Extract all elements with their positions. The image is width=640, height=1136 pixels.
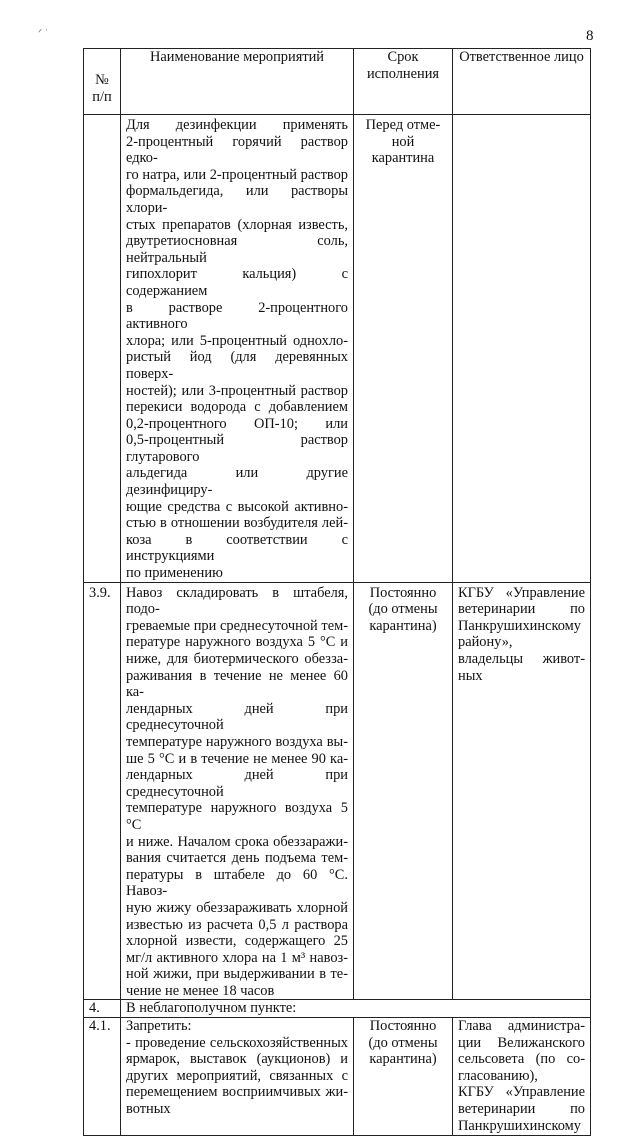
measure-line: и ниже. Началом срока обеззаражи- xyxy=(126,833,348,850)
header-num: № п/п xyxy=(84,49,121,115)
measure-line: альдегида или другие дезинфициру- xyxy=(126,465,348,499)
responsible-cell xyxy=(453,115,591,583)
measure-line: стью в отношении возбудителя лей- xyxy=(126,515,348,532)
measure-line: ристый йод (для деревянных поверх- xyxy=(126,349,348,382)
responsible-line: ветеринарии по xyxy=(458,1101,585,1118)
measure-line: коза в соответствии с инструкциями xyxy=(126,531,348,565)
measure-line: 0,2-процентного ОП-10; или xyxy=(126,415,348,432)
measure-cell xyxy=(121,582,354,1000)
measure-line: по применению xyxy=(126,565,223,582)
measure-line: перекиси водорода с добавлением xyxy=(126,399,348,416)
row-num: 4.1. xyxy=(84,1018,121,1136)
table-row xyxy=(84,582,591,1000)
measure-line: лендарных дней при среднесуточной xyxy=(126,767,348,800)
measure-line: ющие средства с высокой активно- xyxy=(126,498,348,515)
measure-line: чение не менее 18 часов xyxy=(126,982,275,999)
measure-line: - проведение сельскохозяйственных xyxy=(126,1034,348,1051)
measure-line: вотных xyxy=(126,1101,171,1118)
term-cell: Перед отме- ной карантина xyxy=(354,115,453,583)
measure-line: го натра, или 2-процентный раствор xyxy=(126,166,348,183)
measure-line: хлора; или 5-процентный однохло- xyxy=(126,332,348,349)
measure-line: температуре наружного воздуха вы- xyxy=(126,733,348,750)
measure-line: формальдегида, или растворы хлори- xyxy=(126,183,348,216)
header-responsible: Ответственное лицо xyxy=(453,49,591,115)
measure-title: Запретить: xyxy=(126,1018,192,1035)
row-num xyxy=(84,115,121,583)
responsible-line: КГБУ «Управление xyxy=(458,1084,585,1101)
measure-line: ной жижи, при выдерживании в те- xyxy=(126,966,348,983)
table-row xyxy=(84,1000,591,1018)
measure-line: греваемые при среднесуточной тем- xyxy=(126,617,348,634)
measure-line: мг/л активного хлора на 1 м³ навоз- xyxy=(126,949,348,966)
page-number: 8 xyxy=(586,28,594,44)
responsible-line: ветеринарии по xyxy=(458,601,585,618)
measure-line: пературе наружного воздуха 5 °С и xyxy=(126,634,348,651)
responsible-line: владельцы живот- xyxy=(458,651,585,667)
responsible-line: КГБУ «Управление xyxy=(458,584,585,601)
measure-line: лендарных дней при среднесуточной xyxy=(126,700,348,734)
measure-line: пературы в штабеле до 60 °С. Навоз- xyxy=(126,866,348,900)
measure-line: ную жижу обеззараживать хлорной xyxy=(126,899,348,916)
section-heading: В неблагополучном пункте: xyxy=(121,1000,591,1018)
measure-cell xyxy=(121,1018,354,1136)
responsible-line: Панкрушихинскому xyxy=(458,617,581,634)
measure-line: двутретиосновная соль, нейтральный xyxy=(126,233,348,266)
responsible-line: ных xyxy=(458,667,483,684)
measures-table xyxy=(83,48,591,1136)
measure-line: Навоз складировать в штабеля, подо- xyxy=(126,584,348,618)
table-row xyxy=(84,115,591,583)
responsible-line: району», xyxy=(458,634,513,651)
measure-line: других мероприятий, связанных с xyxy=(126,1067,348,1084)
measure-line: Для дезинфекции применять xyxy=(126,117,348,133)
measure-line: гипохлорит кальция) с содержанием xyxy=(126,266,348,299)
responsible-line: гласованию), xyxy=(458,1067,538,1084)
table-row xyxy=(84,1018,591,1136)
header-measure: Наименование мероприятий xyxy=(121,49,354,115)
responsible-line: Глава администра- xyxy=(458,1018,585,1035)
measure-line: перемещением восприимчивых жи- xyxy=(126,1084,348,1101)
scan-corner-mark: ᐟ ˈ xyxy=(38,28,49,39)
measure-line: вания считается день подъема тем- xyxy=(126,850,348,867)
measure-line: в растворе 2-процентного активного xyxy=(126,299,348,333)
responsible-line: сельсовета (по со- xyxy=(458,1051,585,1068)
table-header-row xyxy=(84,49,591,115)
measure-line: ше 5 °С и в течение не менее 90 ка- xyxy=(126,750,348,767)
measure-line: ностей); или 3-процентный раствор xyxy=(126,382,348,399)
measure-line: раживания в течение не менее 60 ка- xyxy=(126,667,348,701)
measure-line: 0,5-процентный раствор глутарового xyxy=(126,432,348,465)
header-term: Срок исполнения xyxy=(354,49,453,115)
row-num: 3.9. xyxy=(84,582,121,1000)
responsible-line: ции Велижанского xyxy=(458,1034,585,1051)
measure-line: 2-процентный горячий раствор едко- xyxy=(126,133,348,167)
measure-line: температуре наружного воздуха 5 °С xyxy=(126,800,348,833)
responsible-cell xyxy=(453,1018,591,1136)
measure-line: хлорной извести, содержащего 25 xyxy=(126,933,348,950)
measure-line: ярмарок, выставок (аукционов) и xyxy=(126,1051,348,1068)
responsible-cell xyxy=(453,582,591,1000)
row-num: 4. xyxy=(84,1000,121,1018)
measure-cell xyxy=(121,115,354,583)
term-cell: Постоянно (до отмены карантина) xyxy=(354,582,453,1000)
responsible-line: Панкрушихинскому xyxy=(458,1117,581,1134)
term-cell: Постоянно (до отмены карантина) xyxy=(354,1018,453,1136)
measure-line: стых препаратов (хлорная известь, xyxy=(126,216,348,233)
measure-line: ниже, для биотермического обезза- xyxy=(126,651,348,667)
measure-line: известью из расчета 0,5 л раствора xyxy=(126,916,348,933)
